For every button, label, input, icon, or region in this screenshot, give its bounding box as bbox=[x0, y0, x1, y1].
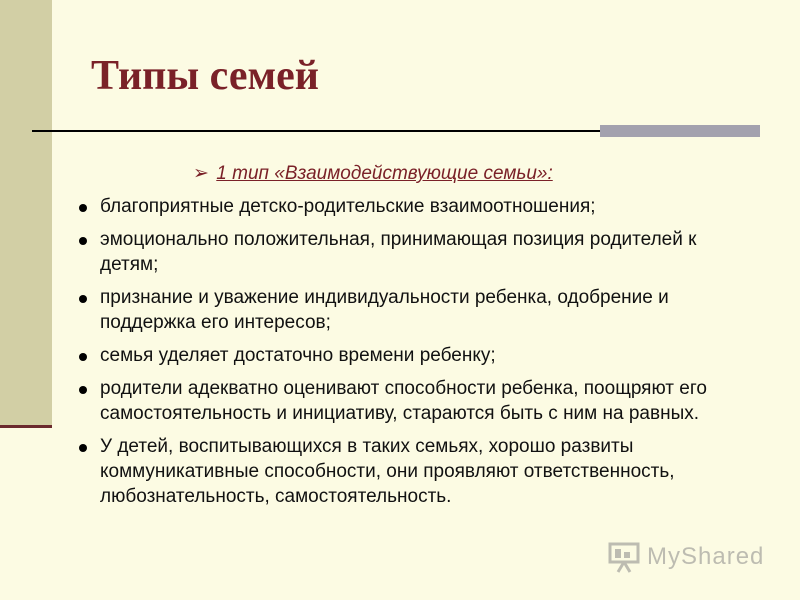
title-divider bbox=[32, 130, 600, 132]
list-item bbox=[78, 194, 758, 219]
bullet-icon bbox=[79, 353, 87, 361]
list-item-text: семья уделяет достаточно времени ребенку; bbox=[100, 345, 496, 366]
bullet-icon bbox=[79, 237, 87, 245]
subtitle-text: 1 тип «Взаимодействующие семьи»: bbox=[216, 163, 553, 184]
presentation-board-icon bbox=[607, 540, 641, 574]
list-item bbox=[78, 343, 758, 368]
list-item bbox=[78, 434, 758, 509]
slide-title: Типы семей bbox=[91, 53, 319, 99]
sidebar-underline bbox=[0, 425, 52, 428]
title-accent-bar bbox=[600, 125, 760, 137]
list-item-text: родители адекватно оценивают способности ребенка, поощряют его самостоятельность и инициативу, стараются быть с ним на равных. bbox=[100, 378, 707, 424]
list-item-text: У детей, воспитывающихся в таких семьях, хорошо развиты коммуникативные способности, они проявляют ответственность, любознательность, самостоятельность. bbox=[100, 436, 675, 507]
arrow-bullet-icon: ➢ bbox=[193, 163, 209, 184]
watermark bbox=[607, 540, 764, 574]
bullet-list bbox=[78, 194, 758, 517]
watermark-text: MyShared bbox=[647, 543, 765, 570]
bullet-icon bbox=[79, 386, 87, 394]
list-item bbox=[78, 285, 758, 335]
sidebar-panel bbox=[0, 0, 52, 425]
bullet-icon bbox=[79, 295, 87, 303]
list-item bbox=[78, 376, 758, 426]
list-item-text: благоприятные детско-родительские взаимоотношения; bbox=[100, 196, 596, 217]
slide-subtitle bbox=[193, 162, 553, 185]
list-item-text: признание и уважение индивидуальности ребенка, одобрение и поддержка его интересов; bbox=[100, 287, 669, 333]
list-item bbox=[78, 227, 758, 277]
bullet-icon bbox=[79, 204, 87, 212]
bullet-icon bbox=[79, 444, 87, 452]
list-item-text: эмоционально положительная, принимающая позиция родителей к детям; bbox=[100, 229, 697, 275]
